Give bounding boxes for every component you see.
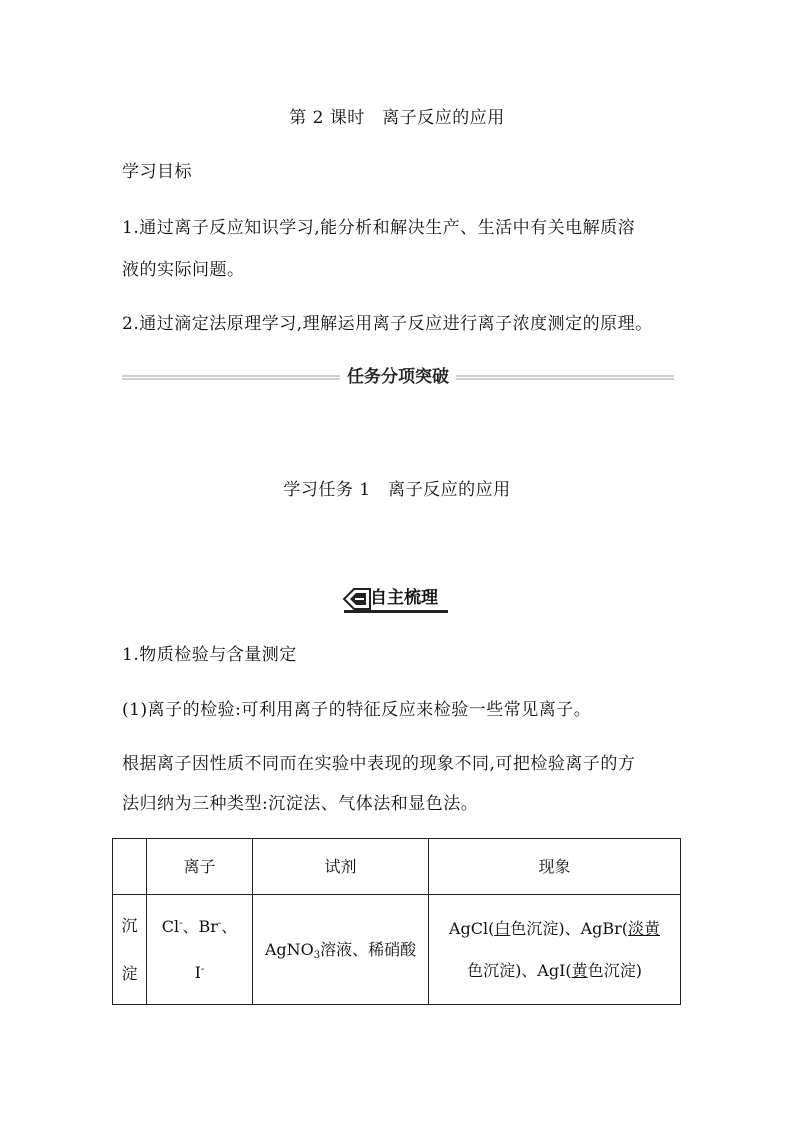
reagent-text: 溶液、稀硝酸	[320, 939, 417, 959]
objectives-heading: 学习目标	[122, 162, 192, 182]
point-1: 1.物质检验与含量测定	[122, 645, 297, 665]
header-reagent: 试剂	[253, 839, 429, 895]
p-agi-rest: 色沉淀)	[587, 960, 642, 980]
agi-color-blank: 黄	[571, 960, 588, 980]
paragraph-line-1: 根据离子因性质不同而在实验中表现的现象不同,可把检验离子的方	[122, 754, 636, 774]
type-char-2: 淀	[121, 963, 138, 983]
section-divider-label: 任务分项突破	[347, 367, 449, 387]
ion-cl-charge: -	[179, 917, 183, 929]
objective-1-line-1: 1.通过离子反应知识学习,能分析和解决生产、生活中有关电解质溶	[122, 218, 636, 238]
ion-br: Br	[198, 916, 218, 936]
divider-bar-left	[122, 375, 340, 381]
cell-reagent	[253, 895, 429, 1005]
type-char-1: 沉	[121, 915, 138, 935]
ions-line-1	[147, 904, 252, 950]
self-study-badge	[340, 584, 450, 614]
header-phenomenon: 现象	[429, 839, 681, 895]
paragraph-line-2: 法归纳为三种类型:沉淀法、气体法和显色法。	[122, 794, 479, 814]
ion-i: I	[194, 962, 201, 982]
ion-br-charge: -	[217, 917, 222, 929]
ion-separator: 、	[182, 916, 199, 936]
phenomenon-line-1	[429, 908, 680, 950]
lesson-title: 第 2 课时 离子反应的应用	[289, 108, 505, 128]
p-agi: 色沉淀)、AgI(	[467, 960, 572, 980]
badge-underline	[344, 610, 448, 613]
agbr-color-blank: 淡黄	[628, 918, 661, 938]
header-type	[113, 839, 147, 895]
header-ion: 离子	[147, 839, 253, 895]
table-row	[113, 895, 681, 1005]
reagent-formula: AgNO	[264, 939, 314, 959]
objective-2: 2.通过滴定法原理学习,理解运用离子反应进行离子浓度测定的原理。	[122, 314, 653, 334]
divider-bar-right	[456, 375, 674, 381]
phenomenon-line-2	[429, 950, 680, 992]
objective-1-line-2: 液的实际问题。	[122, 260, 245, 280]
agcl-color-blank: 白	[494, 918, 511, 938]
ion-separator: 、	[221, 916, 238, 936]
reagent-subscript: 3	[313, 949, 321, 961]
ion-test-table	[112, 838, 681, 1005]
cell-ions	[147, 895, 253, 1005]
cell-type	[113, 895, 147, 1005]
ion-cl: Cl	[161, 916, 180, 936]
p-agcl: AgCl(	[448, 918, 495, 938]
pencil-icon	[342, 586, 372, 612]
section-divider	[122, 366, 674, 388]
p-agcl-rest: 色沉淀)、AgBr(	[510, 918, 629, 938]
cell-phenomenon	[429, 895, 681, 1005]
ions-line-2	[147, 950, 252, 996]
table-header-row	[113, 839, 681, 895]
badge-label: 自主梳理	[370, 588, 438, 608]
ion-i-charge: -	[200, 963, 205, 975]
point-1-sub-1: (1)离子的检验:可利用离子的特征反应来检验一些常见离子。	[122, 700, 592, 720]
task-title: 学习任务 1 离子反应的应用	[283, 480, 511, 500]
